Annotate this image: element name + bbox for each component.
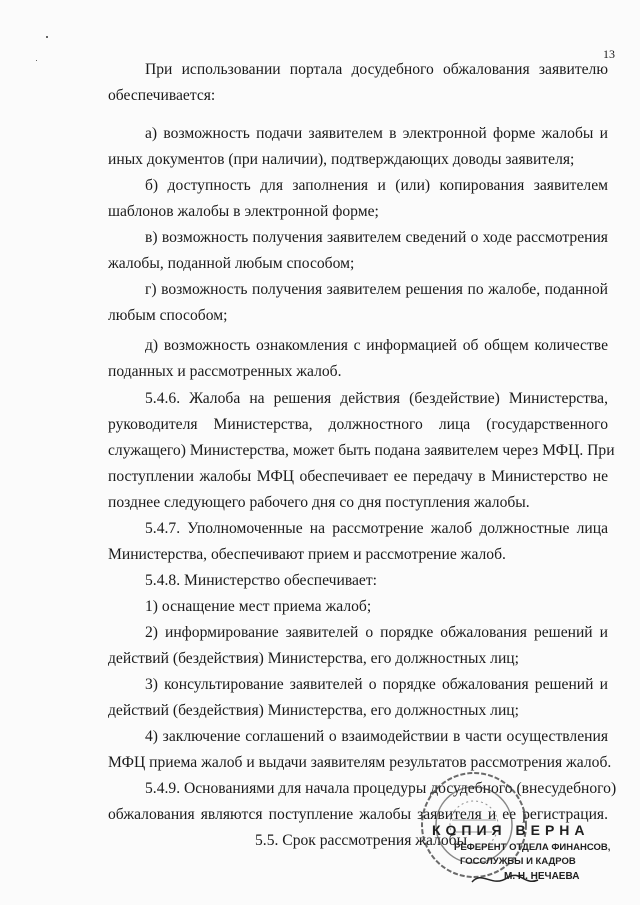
text-line: а) возможность подачи заявителем в электронной форме жалобы и: [145, 125, 608, 142]
text-line: обжалования являются поступление жалобы заявителя и ее регистрация.: [108, 806, 608, 823]
text-line: 5.4.6. Жалоба на решения действия (бездействие) Министерства,: [145, 390, 608, 407]
page-number: 13: [603, 47, 615, 61]
text-line: При использовании портала досудебного обжалования заявителю: [145, 61, 608, 78]
text-line: б) доступность для заполнения и (или) копирования заявителем: [145, 177, 608, 194]
text-line: в) возможность получения заявителем сведений о ходе рассмотрения: [145, 229, 608, 246]
text-line: 1) оснащение мест приема жалоб;: [145, 598, 372, 615]
text-line: 5.4.8. Министерство обеспечивает:: [145, 572, 377, 589]
scan-speck: [46, 36, 48, 38]
stamp-name: М. Н. НЕЧАЕВА: [504, 871, 580, 882]
text-line: 5.4.7. Уполномоченные на рассмотрение жалоб должностные лица: [145, 520, 608, 537]
text-line: 5.4.9. Основаниями для начала процедуры досудебного (внесудебного): [145, 780, 617, 797]
stamp-position: РЕФЕРЕНТ ОТДЕЛА ФИНАНСОВ,: [454, 842, 611, 853]
text-line: 4) заключение соглашений о взаимодействии в части осуществления: [145, 728, 608, 745]
text-line: служащего) Министерства, может быть подана заявителем через МФЦ. При: [108, 442, 615, 459]
stamp-department: ГОССЛУЖБЫ И КАДРОВ: [460, 856, 576, 867]
text-line: действий (бездействия) Министерства, его должностных лиц;: [108, 702, 519, 719]
text-line: Министерства, обеспечивают прием и рассмотрение жалоб.: [108, 546, 506, 563]
text-line: иных документов (при наличии), подтверждающих доводы заявителя;: [108, 151, 575, 168]
scan-speck: [36, 60, 37, 61]
stamp-title: КОПИЯ ВЕРНА: [432, 822, 590, 838]
text-line: действий (бездействия) Министерства, его должностных лиц;: [108, 650, 519, 667]
text-line: 2) информирование заявителей о порядке обжалования решений и: [145, 624, 608, 641]
text-line: руководителя Министерства, должностного лица (государственного: [108, 416, 608, 433]
text-line: шаблонов жалобы в электронной форме;: [108, 203, 379, 220]
text-line: жалобы, поданной любым способом;: [108, 255, 355, 272]
text-line: г) возможность получения заявителем решения по жалобе, поданной: [145, 281, 608, 298]
text-line: МФЦ приема жалоб и выдачи заявителям результатов рассмотрения жалоб.: [108, 754, 612, 771]
certification-stamp: [412, 770, 617, 900]
text-line: позднее следующего рабочего дня со дня поступления жалобы.: [108, 494, 530, 511]
text-line: обеспечивается:: [108, 87, 216, 104]
text-line: 5.5. Срок рассмотрения жалобы: [255, 832, 468, 849]
text-line: поступлении жалобы МФЦ обеспечивает ее передачу в Министерство не: [108, 468, 608, 485]
text-line: любым способом;: [108, 307, 228, 324]
text-line: поданных и рассмотренных жалоб.: [108, 363, 342, 380]
text-line: 3) консультирование заявителей о порядке обжалования решений и: [145, 676, 608, 693]
text-line: д) возможность ознакомления с информацией об общем количестве: [145, 337, 608, 354]
